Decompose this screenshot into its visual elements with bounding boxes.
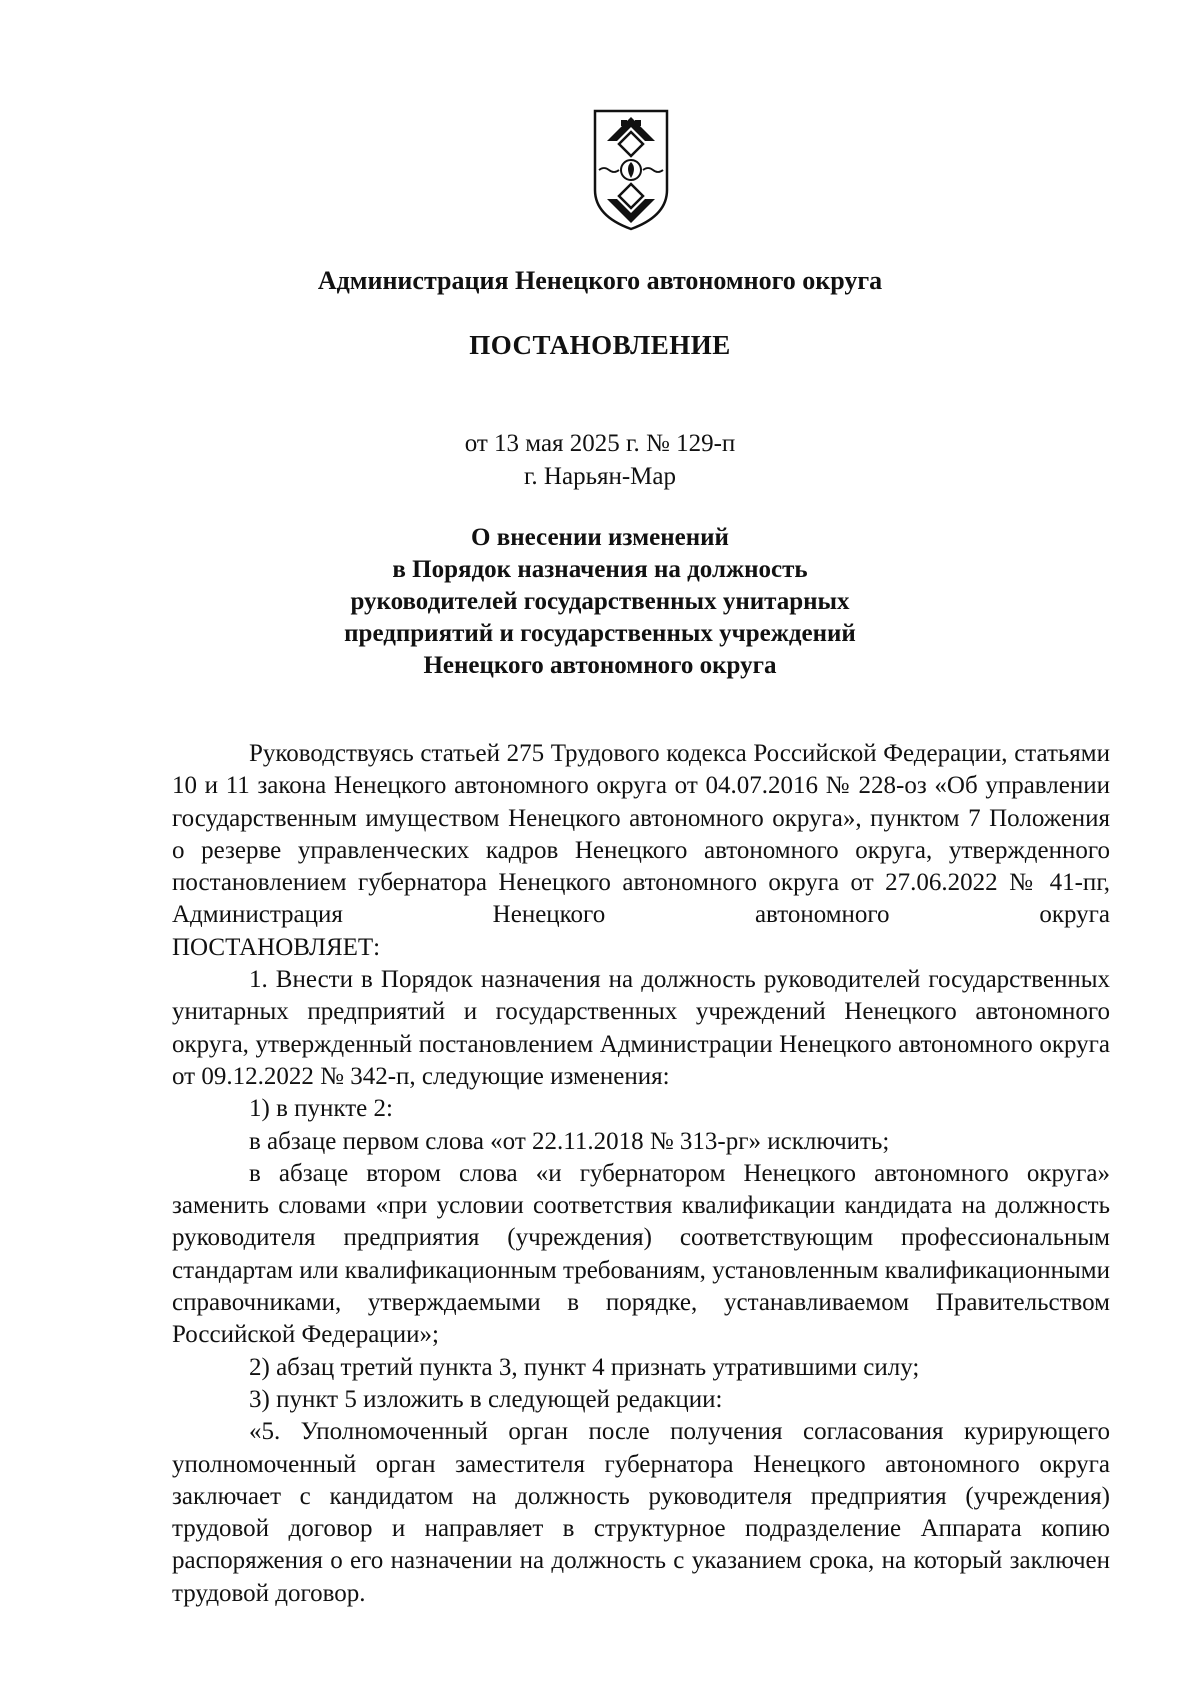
organization-name: Администрация Ненецкого автономного округа	[317, 266, 883, 295]
date-block	[0, 427, 1200, 493]
document-body	[172, 738, 1110, 1610]
title-line: в Порядок назначения на должность	[392, 556, 808, 583]
title-line: предприятий и государственных учреждений	[344, 620, 856, 647]
date-number: от 13 мая 2025 г. № 129-п	[464, 430, 736, 457]
paragraph-subitem-2: 2) абзац третий пункта 3, пункт 4 признать утратившими силу;	[249, 1353, 920, 1381]
nenets-coat-of-arms-icon	[591, 108, 671, 232]
paragraph-subitem-1: 1) в пункте 2:	[249, 1095, 393, 1123]
paragraph-abzac-1: в абзаце первом слова «от 22.11.2018 № 313-рг» исключить;	[249, 1127, 890, 1155]
city: г. Нарьян-Мар	[523, 463, 676, 490]
paragraph-abzac-2: в абзаце втором слова «и губернатором Ненецкого автономного округа» заменить словами «при условии соответствия квалификации кандидата на должность руководителя предприятия (учреждения) соответствующим профессиональным стандартам или квалификационным требованиям, установленным квалификационными справочниками, утверждаемыми в порядке, устанавливаемом Правительством Российской Федерации»;	[172, 1159, 1110, 1349]
paragraph-quoted-item-5: «5. Уполномоченный орган после получения согласования курирующего уполномоченный орган заместителя губернатора Ненецкого автономного округа заключает с кандидатом на должность руководителя предприятия (учреждения) трудовой договор и направляет в структурное подразделение Аппарата копию распоряжения о его назначении на должность с указанием срока, на который заключен трудовой договор.	[172, 1418, 1110, 1607]
document-type: ПОСТАНОВЛЕНИЕ	[469, 330, 731, 360]
title-line: О внесении изменений	[471, 524, 729, 551]
paragraph-resolves: ПОСТАНОВЛЯЕТ:	[172, 933, 381, 961]
paragraph-preamble: Руководствуясь статьей 275 Трудового кодекса Российской Федерации, статьями 10 и 11 закона Ненецкого автономного округа от 04.07.2016 № 228-оз «Об управлении государственным имуществом Ненецкого автономного округа», пунктом 7 Положения о резерве управленческих кадров Ненецкого автономного округа, утвержденного постановлением губернатора Ненецкого автономного округа от 27.06.2022 № 41-пг, Администрация Ненецкого автономного округа	[172, 740, 1110, 929]
paragraph-subitem-3: 3) пункт 5 изложить в следующей редакции:	[249, 1385, 723, 1413]
document-title	[0, 522, 1200, 682]
title-line: руководителей государственных унитарных	[350, 588, 850, 615]
title-line: Ненецкого автономного округа	[423, 652, 777, 679]
paragraph-item-1: 1. Внести в Порядок назначения на должность руководителей государственных унитарных предприятий и государственных учреждений Ненецкого автономного округа, утвержденный постановлением Администрации Ненецкого автономного округа от 09.12.2022 № 342-п, следующие изменения:	[172, 966, 1110, 1090]
